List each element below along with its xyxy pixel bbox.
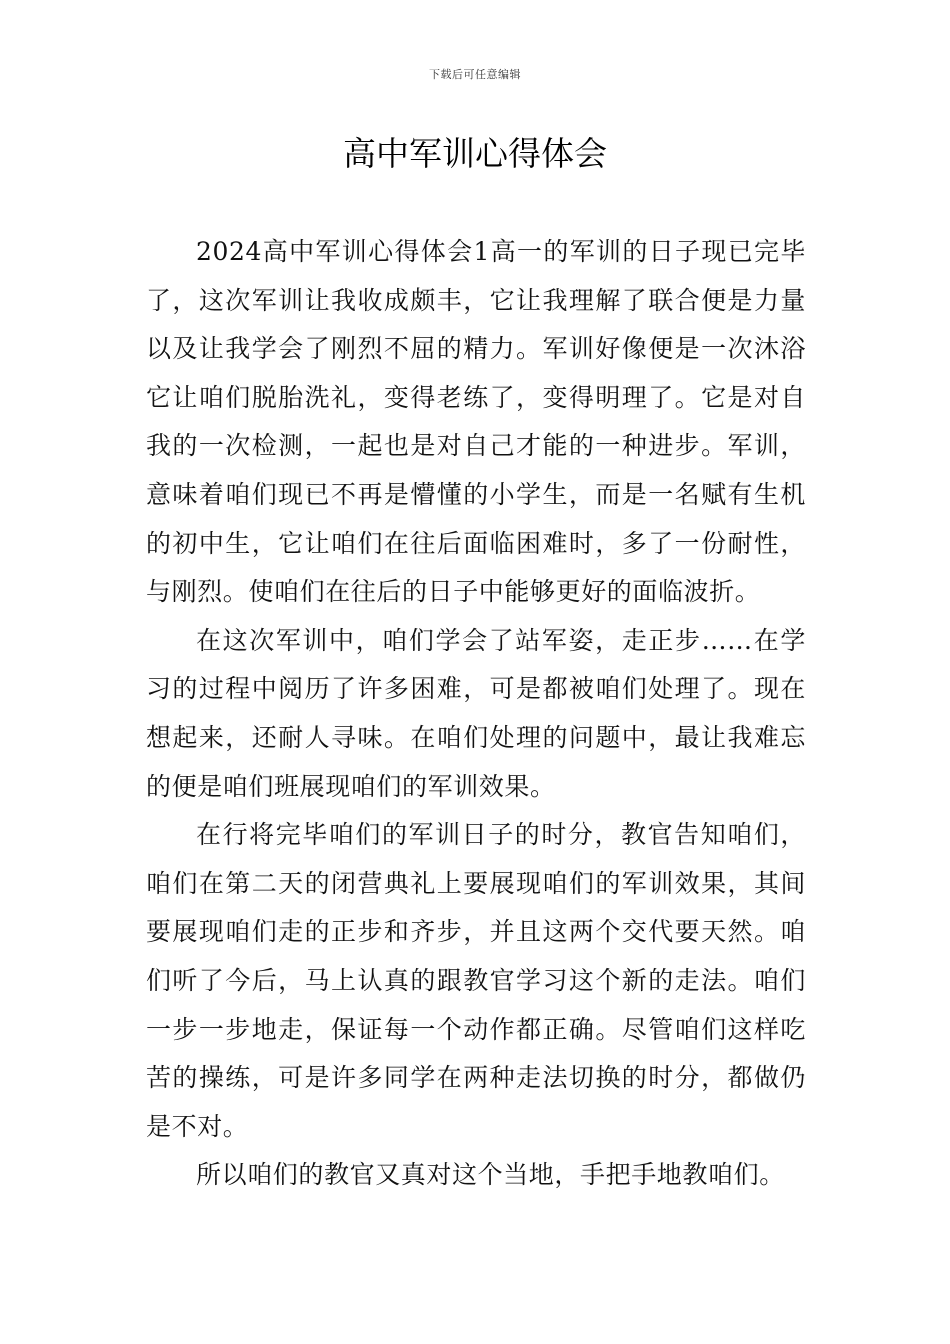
paragraph: 在行将完毕咱们的军训日子的时分，教官告知咱们，咱们在第二天的闭营典礼上要展现咱们的军训效果，其间要展现咱们走的正步和齐步，并且这两个交代要天然。咱们听了今后，马上认真的跟教官学习这个新的走法。咱们一步一步地走，保证每一个动作都正确。尽管咱们这样吃苦的操练，可是许多同学在两种走法切换的时分，都做仍是不对。 [146,820,806,1141]
document-title: 高中军训心得体会 [343,134,607,173]
paragraph: 在这次军训中，咱们学会了站军姿，走正步……在学习的过程中阅历了许多困难，可是都被咱们处理了。现在想起来，还耐人寻味。在咱们处理的问题中，最让我难忘的便是咱们班展现咱们的军训效果。 [146,625,806,801]
paragraph: 所以咱们的教官又真对这个当地，手把手地教咱们。 [196,1160,785,1190]
paragraph: 2024高中军训心得体会1高一的军训的日子现已完毕了，这次军训让我收成颇丰，它让我理解了联合便是力量以及让我学会了刚烈不屈的精力。军训好像便是一次沐浴它让咱们脱胎洗礼，变得老练了，变得明理了。它是对自我的一次检测，一起也是对自己才能的一种进步。军训，意味着咱们现已不再是懵懂的小学生，而是一名赋有生机的初中生，它让咱们在往后面临困难时，多了一份耐性，与刚烈。使咱们在往后的日子中能够更好的面临波折。 [146,237,806,607]
header-note: 下载后可任意编辑 [429,68,521,81]
document-body [146,228,806,1200]
